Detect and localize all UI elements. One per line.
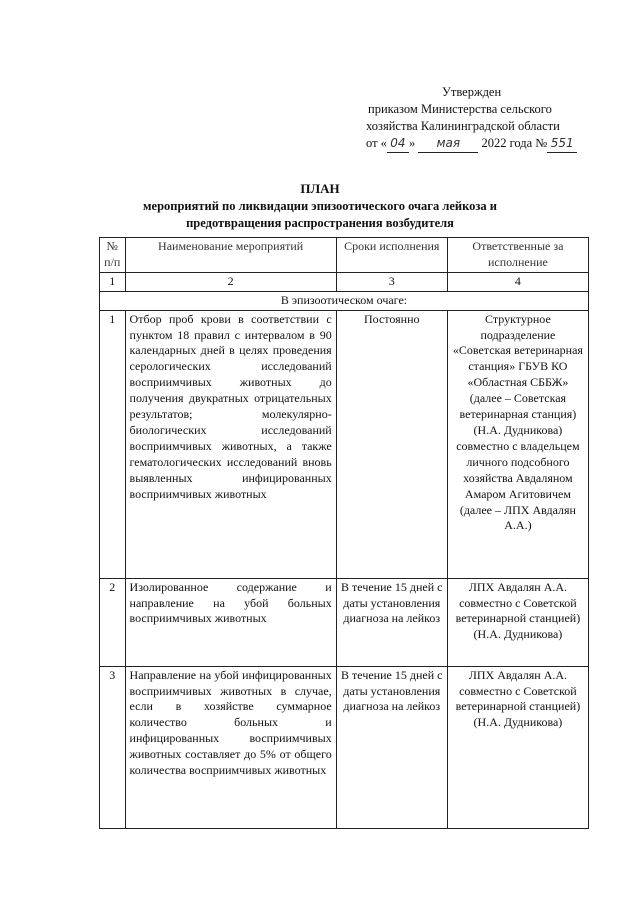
table-row (100, 578, 589, 666)
table-header-row (100, 238, 589, 273)
column-number: 3 (336, 272, 447, 291)
approval-date-line (366, 135, 586, 153)
row-responsible: ЛПХ Авдалян А.А. совместно с Советской ветеринарной станцией) (Н.А. Дудникова) (447, 666, 588, 828)
subtitle-line-2: предотвращения распространения возбудителя (186, 216, 454, 230)
plan-table (99, 237, 589, 829)
date-prefix: от « (366, 136, 387, 150)
row-responsible: ЛПХ Авдалян А.А. совместно с Советской ветеринарной станцией) (Н.А. Дудникова) (447, 578, 588, 666)
approval-line-1: Утвержден (442, 85, 502, 99)
document-title: ПЛАН (300, 181, 340, 196)
date-day: 04 (387, 135, 409, 153)
column-number-row (100, 272, 589, 291)
column-number: 1 (100, 272, 126, 291)
table-row (100, 666, 589, 828)
document-subtitle (0, 198, 640, 232)
approval-block (366, 84, 586, 153)
section-title: В эпизоотическом очаге: (100, 291, 589, 310)
row-number: 3 (100, 666, 126, 828)
subtitle-line-1: мероприятий по ликвидации эпизоотического очага лейкоза и (143, 199, 497, 213)
header-term: Сроки исполнения (336, 238, 447, 273)
approval-line-2: приказом Министерства сельского (368, 102, 552, 116)
approval-line-3: хозяйства Калининградской области (366, 119, 560, 133)
column-number: 2 (125, 272, 336, 291)
row-term: В течение 15 дней с даты установления диагноза на лейкоз (336, 578, 447, 666)
order-number: 551 (547, 135, 577, 153)
date-suffix: 2022 года № (481, 136, 548, 150)
row-measure: Изолированное содержание и направление на убой больных восприимчивых животных (125, 578, 336, 666)
date-mid: » (408, 136, 416, 150)
row-number: 2 (100, 578, 126, 666)
table-row (100, 310, 589, 578)
header-measure: Наименование мероприятий (125, 238, 336, 273)
row-number: 1 (100, 310, 126, 578)
row-responsible: Структурное подразделение «Советская ветеринарная станция» ГБУВ КО «Областная СББЖ» (далее – Советская ветеринарная станция) (Н.А. Дудникова) совместно с владельцем личного подсобного хозяйства Авдаляном Амаром Агитовичем (далее – ЛПХ Авдалян А.А.) (447, 310, 588, 578)
header-num: № п/п (100, 238, 126, 273)
row-term: Постоянно (336, 310, 447, 578)
column-number: 4 (447, 272, 588, 291)
date-month: мая (418, 135, 478, 153)
section-row (100, 291, 589, 310)
row-measure: Отбор проб крови в соответствии с пунктом 18 правил с интервалом в 90 календарных дней в целях проведения серологических исследований восприимчивых животных до получения двукратных отрицательных результатов; молекулярно-биологических исследований восприимчивых животных, а также гематологических исследований вновь выявленных инфицированных восприимчивых животных (125, 310, 336, 578)
row-term: В течение 15 дней с даты установления диагноза на лейкоз (336, 666, 447, 828)
row-measure: Направление на убой инфицированных восприимчивых животных в случае, если в хозяйстве суммарное количество больных и инфицированных восприимчивых животных составляет до 5% от общего количества восприимчивых животных (125, 666, 336, 828)
header-responsible: Ответственные за исполнение (447, 238, 588, 273)
